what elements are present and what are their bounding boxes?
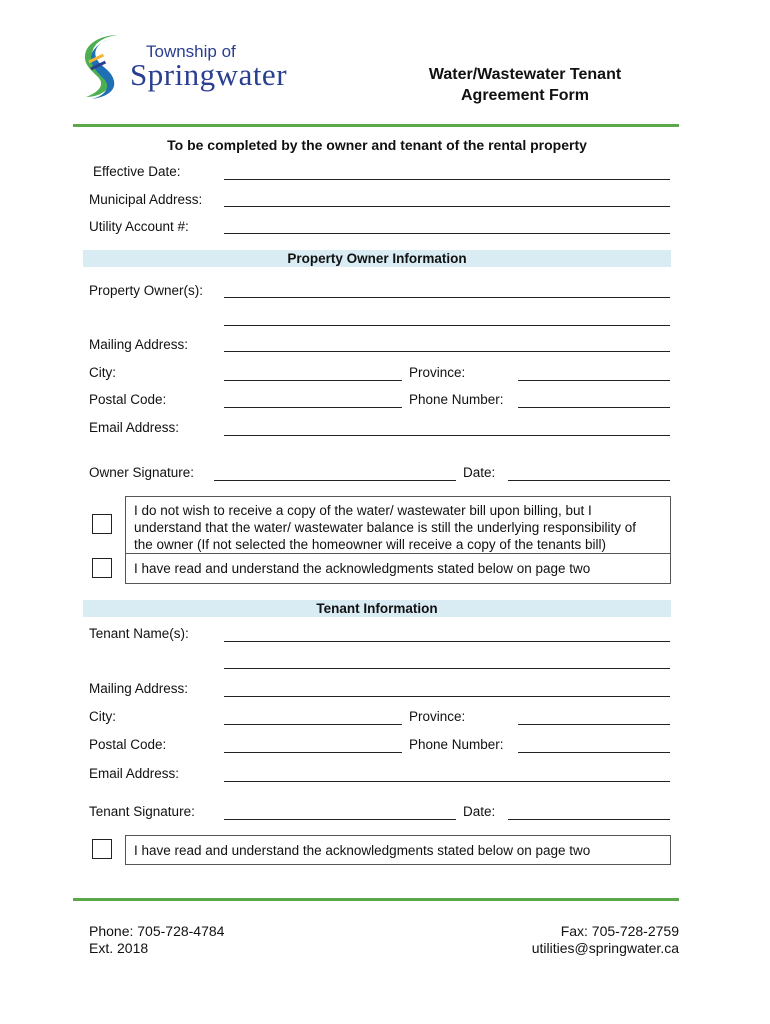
- tenant-province-field[interactable]: [518, 724, 670, 725]
- tenant-mailing-label: Mailing Address:: [89, 681, 189, 696]
- tenant-phone-field[interactable]: [518, 752, 670, 753]
- intro-text: To be completed by the owner and tenant of the rental property: [167, 137, 587, 153]
- utility-account-label: Utility Account #:: [89, 219, 189, 234]
- springwater-s-icon: [80, 33, 126, 99]
- title-line2: Agreement Form: [460, 87, 590, 104]
- top-rule: [73, 124, 679, 127]
- tenant-city-field[interactable]: [224, 724, 402, 725]
- owner-email-label: Email Address:: [89, 420, 180, 435]
- municipal-address-field[interactable]: [224, 206, 670, 207]
- effective-date-label: Effective Date:: [93, 164, 181, 179]
- tenant-email-field[interactable]: [224, 781, 670, 782]
- owner-signature-field[interactable]: [214, 480, 456, 481]
- owner-province-label: Province:: [409, 365, 466, 380]
- owner-phone-field[interactable]: [518, 407, 670, 408]
- township-logo: [80, 33, 320, 99]
- tenant-acknowledge-checkbox[interactable]: [92, 839, 112, 859]
- tenant-province-label: Province:: [409, 709, 466, 724]
- tenant-phone-label: Phone Number:: [409, 737, 504, 752]
- owner-date-field[interactable]: [508, 480, 670, 481]
- tenant-options-box: [125, 835, 671, 865]
- footer-phone: Phone: 705-728-4784: [89, 923, 225, 939]
- owner-mailing-label: Mailing Address:: [89, 337, 189, 352]
- tenant-date-field[interactable]: [508, 819, 670, 820]
- footer-email[interactable]: utilities@springwater.ca: [531, 940, 679, 956]
- tenant-names-label: Tenant Name(s):: [89, 626, 189, 641]
- owner-province-field[interactable]: [518, 380, 670, 381]
- tenant-signature-label: Tenant Signature:: [89, 804, 195, 819]
- owner-postal-field[interactable]: [224, 407, 402, 408]
- tenant-email-label: Email Address:: [89, 766, 180, 781]
- logo-line2: Springwater: [130, 57, 288, 92]
- owner-email-field[interactable]: [224, 435, 670, 436]
- opt-out-line1: I do not wish to receive a copy of the water/ wastewater bill upon billing, but I: [134, 503, 592, 518]
- opt-out-line3: the owner (If not selected the homeowner will receive a copy of the tenants bill): [134, 537, 606, 552]
- tenant-mailing-field[interactable]: [224, 696, 670, 697]
- property-owners-label: Property Owner(s):: [89, 283, 204, 298]
- owner-city-field[interactable]: [224, 380, 402, 381]
- footer-fax: Fax: 705-728-2759: [560, 923, 679, 939]
- owner-signature-label: Owner Signature:: [89, 465, 195, 480]
- utility-account-field[interactable]: [224, 233, 670, 234]
- owner-section-title: Property Owner Information: [83, 250, 671, 267]
- title-line1: Water/Wastewater Tenant: [428, 66, 622, 83]
- owner-mailing-field[interactable]: [224, 351, 670, 352]
- owner-city-label: City:: [89, 365, 116, 380]
- opt-out-line2: understand that the water/ wastewater balance is still the underlying responsibility of: [134, 520, 637, 535]
- owner-phone-label: Phone Number:: [409, 392, 504, 407]
- form-title: [370, 64, 680, 106]
- tenant-acknowledge-text: I have read and understand the acknowledgments stated below on page two: [134, 843, 591, 858]
- property-owners-field-2[interactable]: [224, 325, 670, 326]
- tenant-section-title: Tenant Information: [83, 600, 671, 617]
- tenant-postal-field[interactable]: [224, 752, 402, 753]
- tenant-signature-field[interactable]: [224, 819, 456, 820]
- owner-options-box: [125, 496, 671, 584]
- tenant-city-label: City:: [89, 709, 116, 724]
- tenant-date-label: Date:: [463, 804, 496, 819]
- opt-out-text: [126, 497, 670, 554]
- owner-date-label: Date:: [463, 465, 496, 480]
- tenant-postal-label: Postal Code:: [89, 737, 167, 752]
- opt-out-checkbox[interactable]: [92, 514, 112, 534]
- effective-date-field[interactable]: [224, 179, 670, 180]
- owner-postal-label: Postal Code:: [89, 392, 167, 407]
- bottom-rule: [73, 898, 679, 901]
- owner-acknowledge-checkbox[interactable]: [92, 558, 112, 578]
- footer-ext: Ext. 2018: [89, 940, 149, 956]
- owner-acknowledge-text: I have read and understand the acknowledgments stated below on page two: [134, 561, 591, 576]
- footer-contact-left: [89, 923, 224, 957]
- property-owners-field[interactable]: [224, 297, 670, 298]
- logo-line1: Township of: [146, 42, 236, 61]
- footer-contact-right: [532, 923, 679, 957]
- tenant-names-field-2[interactable]: [224, 668, 670, 669]
- municipal-address-label: Municipal Address:: [89, 192, 203, 207]
- tenant-names-field[interactable]: [224, 641, 670, 642]
